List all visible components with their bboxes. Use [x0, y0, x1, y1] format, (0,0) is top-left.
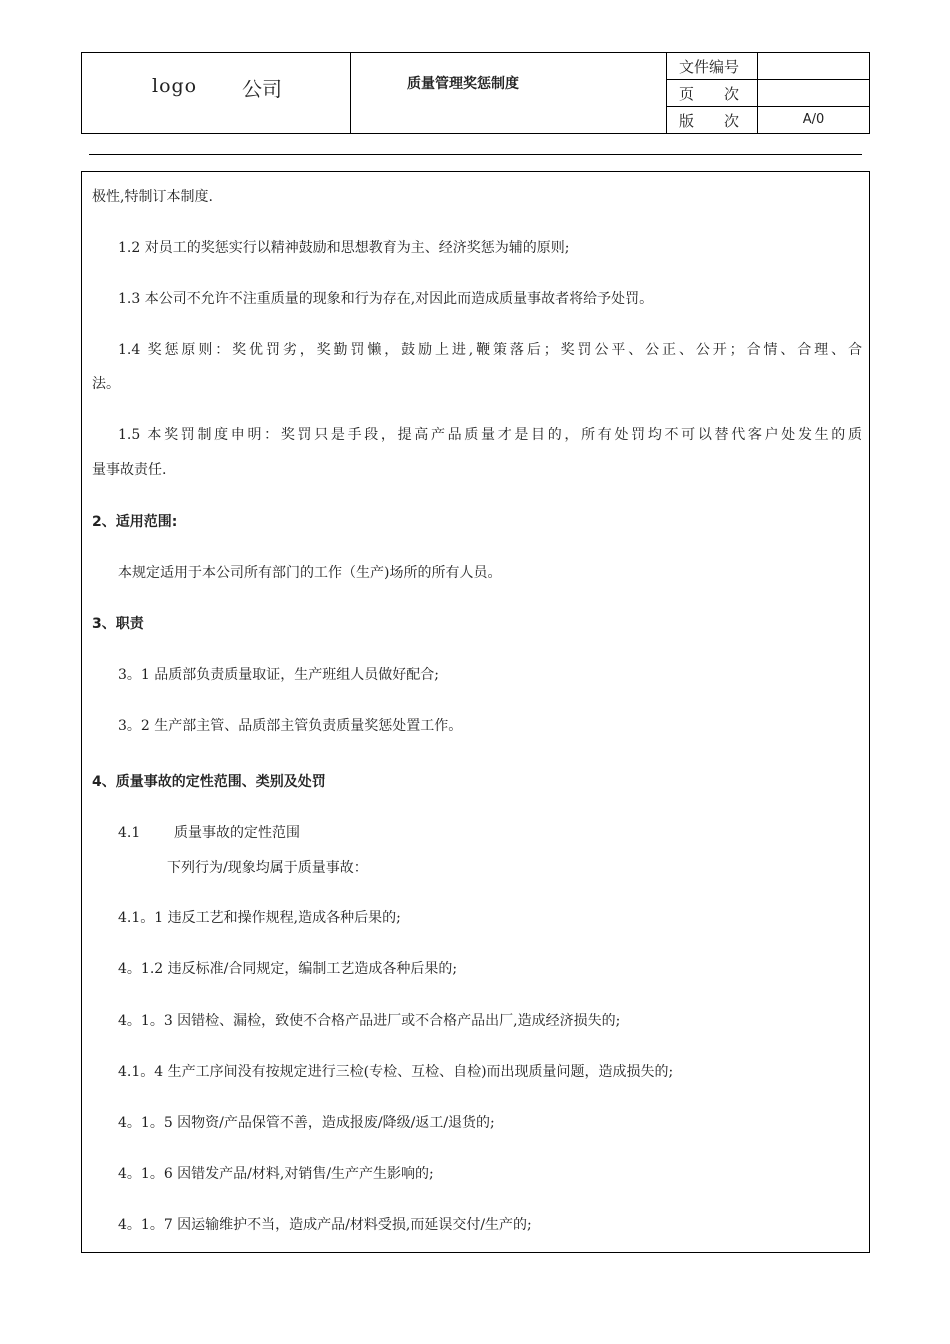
- logo-cell: [82, 53, 351, 133]
- document-body: [81, 171, 870, 1253]
- clause-4-1-4: 4.1。4 生产工序间没有按规定进行三检(专检、互检、自检)而出现质量问题，造成损失的;: [118, 1064, 674, 1080]
- meta-cell: [667, 53, 869, 133]
- doc-number-value: [758, 53, 869, 79]
- clause-4-1-title: 质量事故的定性范围: [174, 825, 300, 841]
- company-name: 公司: [242, 77, 282, 101]
- header-divider: [89, 154, 862, 155]
- clause-1-5-line2: 量事故责任.: [92, 462, 167, 478]
- page-value: [758, 80, 869, 106]
- section-2-heading: 2、适用范围:: [92, 514, 178, 530]
- clause-4-1-3: 4。1。3 因错检、漏检，致使不合格产品进厂或不合格产品出厂,造成经济损失的;: [118, 1013, 621, 1029]
- clause-3-2: 3。2 生产部主管、品质部主管负责质量奖惩处置工作。: [118, 718, 463, 734]
- clause-1-4-line1: 1.4 奖惩原则：奖优罚劣，奖勤罚懒，鼓励上进,鞭策落后；奖罚公平、公正、公开；合情、合理、合: [118, 342, 862, 358]
- page-row: [667, 80, 869, 107]
- clause-1-3: 1.3 本公司不允许不注重质量的现象和行为存在,对因此而造成质量事故者将给予处罚。: [118, 291, 654, 307]
- clause-1-5-line1: 1.5 本奖罚制度申明：奖罚只是手段，提高产品质量才是目的，所有处罚均不可以替代客户处发生的质: [118, 427, 862, 443]
- clause-3-1: 3。1 品质部负责质量取证，生产班组人员做好配合;: [118, 667, 439, 683]
- paragraph-intro-tail: 极性,特制订本制度.: [92, 189, 213, 205]
- document-header-table: [81, 52, 870, 134]
- clause-4-1-5: 4。1。5 因物资/产品保管不善，造成报废/降级/返工/退货的;: [118, 1115, 495, 1131]
- clause-4-1-6: 4。1。6 因错发产品/材料,对销售/生产产生影响的;: [118, 1166, 434, 1182]
- clause-4-1-2: 4。1.2 违反标准/合同规定，编制工艺造成各种后果的;: [118, 961, 458, 977]
- clause-4-1-1: 4.1。1 违反工艺和操作规程,造成各种后果的;: [118, 910, 401, 926]
- doc-number-label: 文件编号: [679, 58, 740, 76]
- clause-4-1-number: 4.1: [118, 825, 141, 841]
- version-label: 版 次: [679, 112, 740, 130]
- version-row: [667, 107, 869, 133]
- clause-1-2: 1.2 对员工的奖惩实行以精神鼓励和思想教育为主、经济奖惩为辅的原则;: [118, 240, 570, 256]
- clause-1-4-line2: 法。: [92, 376, 120, 392]
- title-cell: [351, 53, 667, 133]
- section-3-heading: 3、职责: [92, 616, 144, 632]
- company-logo: logo: [152, 75, 198, 97]
- page-label: 页 次: [679, 85, 740, 103]
- section-2-text: 本规定适用于本公司所有部门的工作（生产)场所的所有人员。: [118, 565, 502, 581]
- clause-4-1-intro: 下列行为/现象均属于质量事故：: [167, 860, 368, 876]
- section-4-heading: 4、质量事故的定性范围、类别及处罚: [92, 774, 326, 790]
- document-title: 质量管理奖惩制度: [407, 76, 519, 92]
- doc-number-row: [667, 53, 869, 80]
- clause-4-1-7: 4。1。7 因运输维护不当，造成产品/材料受损,而延误交付/生产的;: [118, 1217, 532, 1233]
- version-value: A/0: [802, 112, 825, 127]
